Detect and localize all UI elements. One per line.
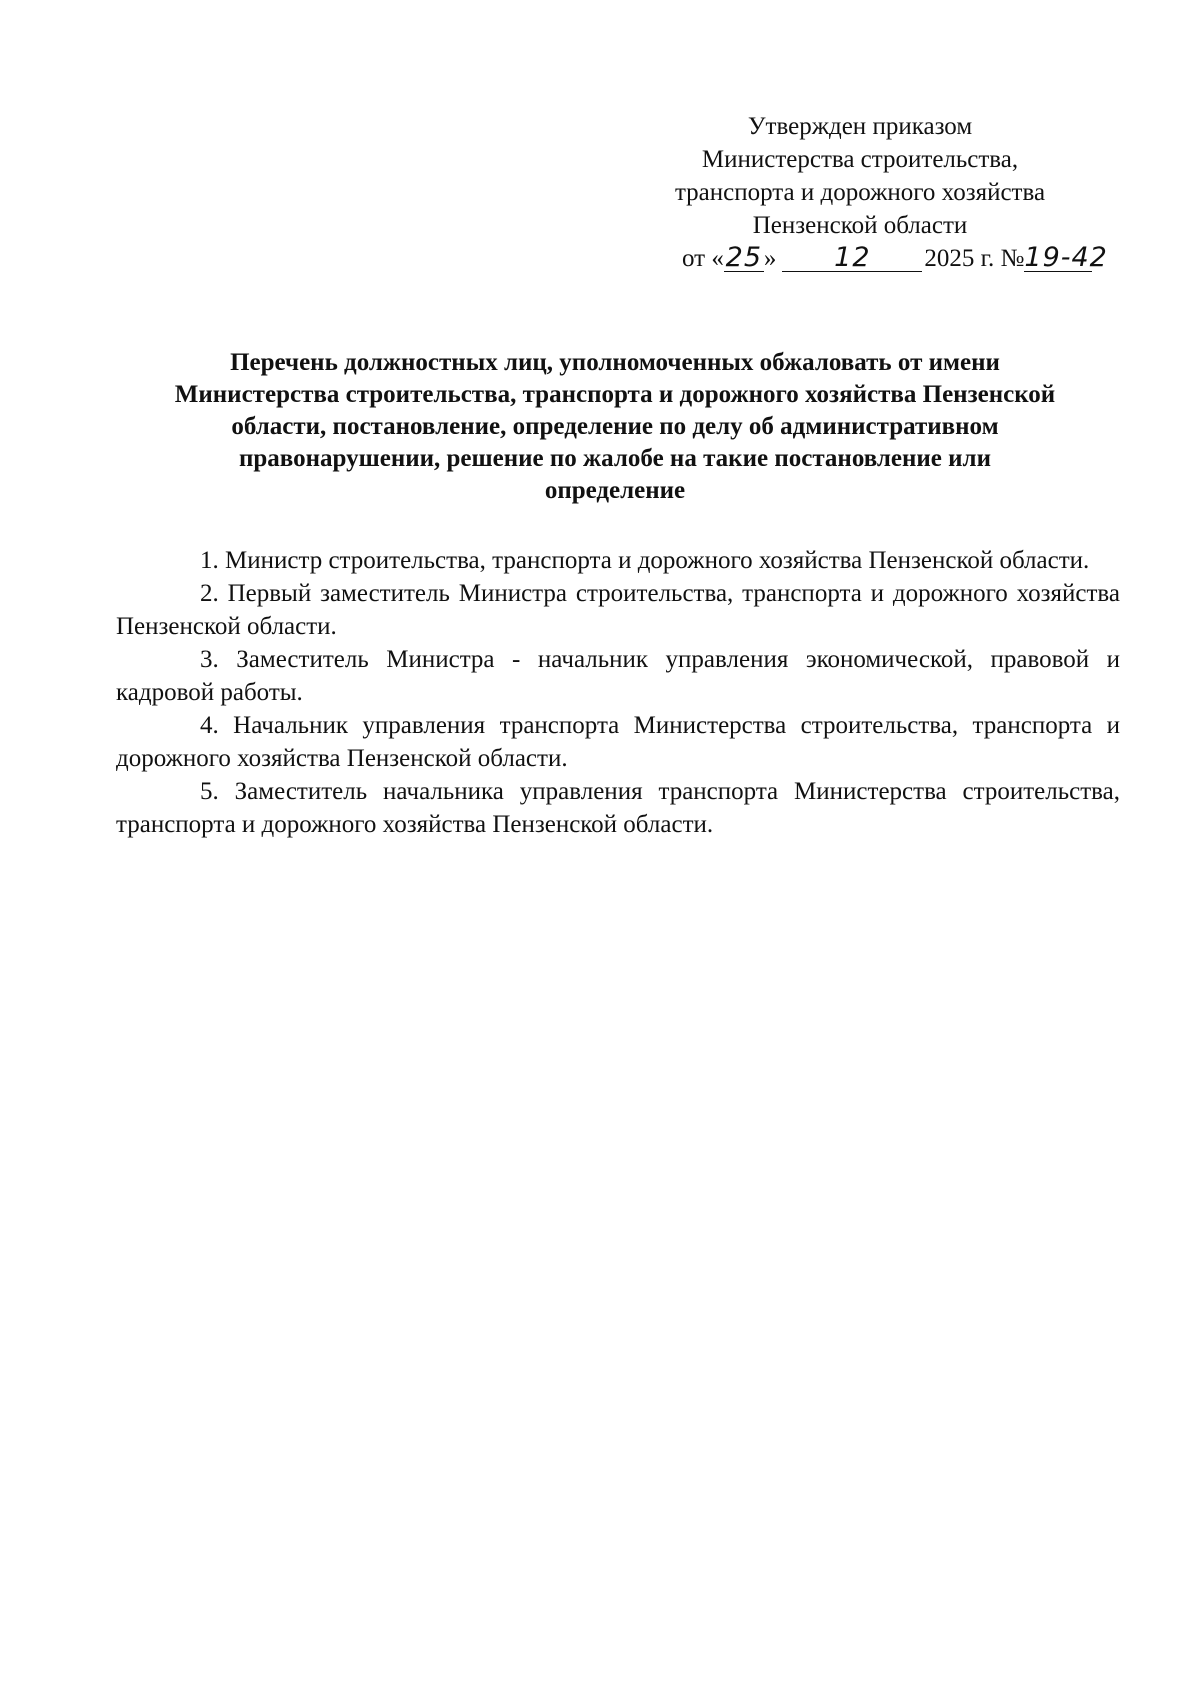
order-number-field [1024, 242, 1108, 273]
date-month-field [782, 242, 922, 273]
list-item: 5. Заместитель начальника управления транспорта Министерства строительства, транспорта и дорожного хозяйства Пензенской области. [116, 778, 1120, 838]
list-item: 2. Первый заместитель Министра строительства, транспорта и дорожного хозяйства Пензенской области. [116, 580, 1120, 640]
approval-stamp-block [600, 110, 1120, 275]
approval-line-4: Пензенской области [752, 212, 968, 239]
document-title [110, 347, 1120, 507]
approval-line-2: Министерства строительства, [701, 146, 1019, 173]
date-day-handwritten: 25 [725, 242, 763, 273]
date-year-text: 2025 г. № [924, 245, 1025, 272]
approval-line-1: Утвержден приказом [747, 113, 973, 140]
list-item: 3. Заместитель Министра - начальник управления экономической, правовой и кадровой работы. [116, 646, 1120, 706]
approval-line-3: транспорта и дорожного хозяйства [674, 179, 1046, 206]
date-month-handwritten: 12 [834, 242, 871, 273]
title-line-4: правонарушении, решение по жалобе на такие постановление или [239, 445, 991, 472]
date-mid: » [763, 245, 777, 272]
title-line-2: Министерства строительства, транспорта и дорожного хозяйства Пензенской [174, 381, 1056, 408]
title-line-1: Перечень должностных лиц, уполномоченных обжаловать от имени [230, 349, 1000, 376]
date-prefix: от « [682, 245, 724, 272]
officials-list [116, 544, 1120, 841]
approval-date-line [600, 242, 1120, 275]
order-number-handwritten: 19-42 [1024, 242, 1108, 273]
date-day-field [724, 242, 764, 273]
list-item: 4. Начальник управления транспорта Министерства строительства, транспорта и дорожного хозяйства Пензенской области. [116, 712, 1120, 772]
title-line-3: области, постановление, определение по делу об административном [231, 413, 999, 440]
list-item: 1. Министр строительства, транспорта и дорожного хозяйства Пензенской области. [200, 547, 1090, 574]
title-line-5: определение [544, 477, 686, 504]
